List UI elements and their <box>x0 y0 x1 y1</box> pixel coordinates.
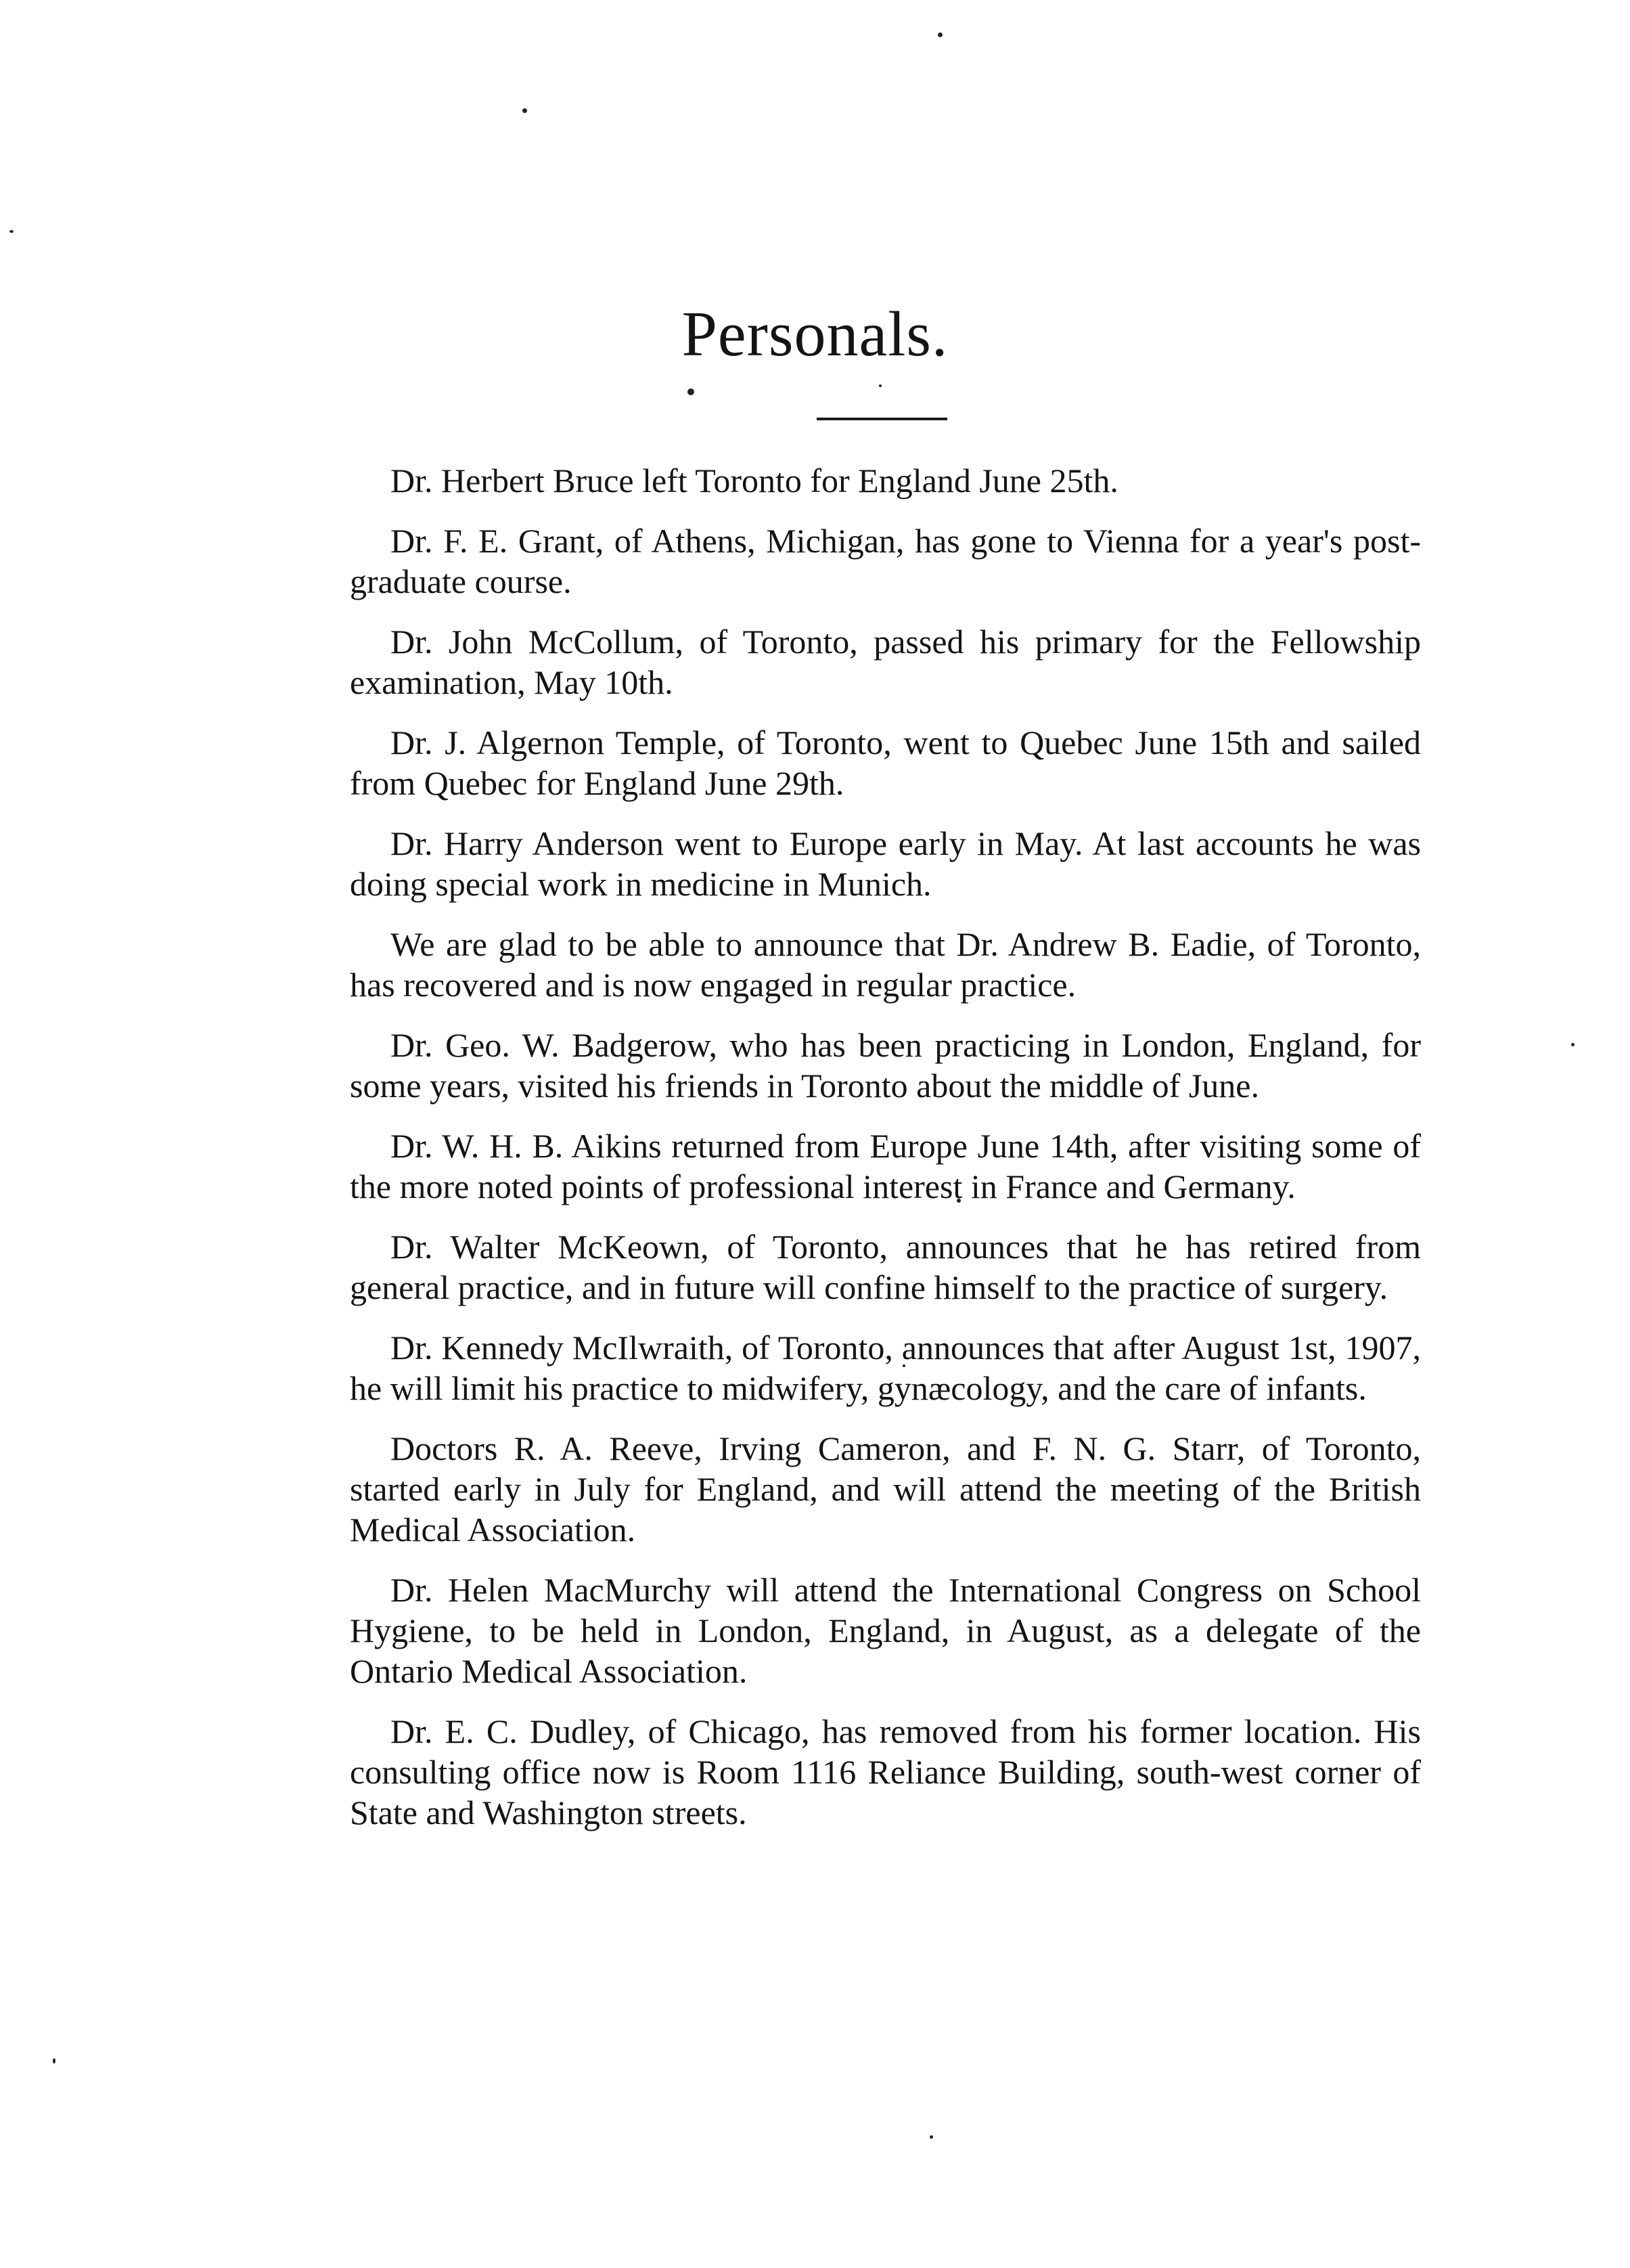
page-title: Personals. <box>681 299 949 370</box>
article-body <box>350 460 1421 1852</box>
paragraph: Dr. Herbert Bruce left Toronto for England June 25th. <box>390 462 1118 499</box>
paragraph: Dr. Walter McKeown, of Toronto, announces that he has retired from general practice, and in future will confine himself to the practice of surgery. <box>350 1228 1421 1306</box>
scan-speck <box>522 108 527 113</box>
scan-speck <box>879 384 882 387</box>
scan-speck <box>938 32 943 37</box>
paragraph: We are glad to be able to announce that Dr. Andrew B. Eadie, of Toronto, has recovered and is now engaged in regular practice. <box>350 925 1421 1004</box>
paragraph: Doctors R. A. Reeve, Irving Cameron, and F. N. G. Starr, of Toronto, started early in July for England, and will attend the meeting of the British Medical Association. <box>350 1429 1421 1549</box>
paragraph: Dr. Helen MacMurchy will attend the International Congress on School Hygiene, to be held in London, England, in August, as a delegate of the Ontario Medical Association. <box>350 1571 1421 1690</box>
scan-speck <box>1571 1043 1575 1046</box>
paragraph: Dr. Geo. W. Badgerow, who has been practicing in London, England, for some years, visited his friends in Toronto about the middle of June. <box>350 1026 1421 1105</box>
paragraph: Dr. F. E. Grant, of Athens, Michigan, has gone to Vienna for a year's post-graduate course. <box>350 522 1421 600</box>
scan-speck <box>687 388 694 395</box>
scan-speck <box>53 2058 55 2064</box>
paragraph: Dr. John McCollum, of Toronto, passed his primary for the Fellowship examination, May 10th. <box>350 623 1421 701</box>
scan-speck <box>930 2135 933 2139</box>
paragraph: Dr. Kennedy McIlwraith, of Toronto, announces that after August 1st, 1907, he will limit his practice to midwifery, gynæcology, and the care of infants. <box>350 1329 1421 1407</box>
paragraph: Dr. W. H. B. Aikins returned from Europe June 14th, after visiting some of the more noted points of professional interest in France and Germany. <box>350 1127 1421 1205</box>
paragraph: Dr. Harry Anderson went to Europe early in May. At last accounts he was doing special work in medicine in Munich. <box>350 824 1421 903</box>
paragraph: Dr. E. C. Dudley, of Chicago, has removed from his former location. His consulting office now is Room 1116 Reliance Building, south-west corner of State and Washington streets. <box>350 1712 1421 1831</box>
title-rule <box>817 418 947 420</box>
paragraph: Dr. J. Algernon Temple, of Toronto, went to Quebec June 15th and sailed from Quebec for England June 29th. <box>350 724 1421 802</box>
scan-speck <box>9 230 14 233</box>
